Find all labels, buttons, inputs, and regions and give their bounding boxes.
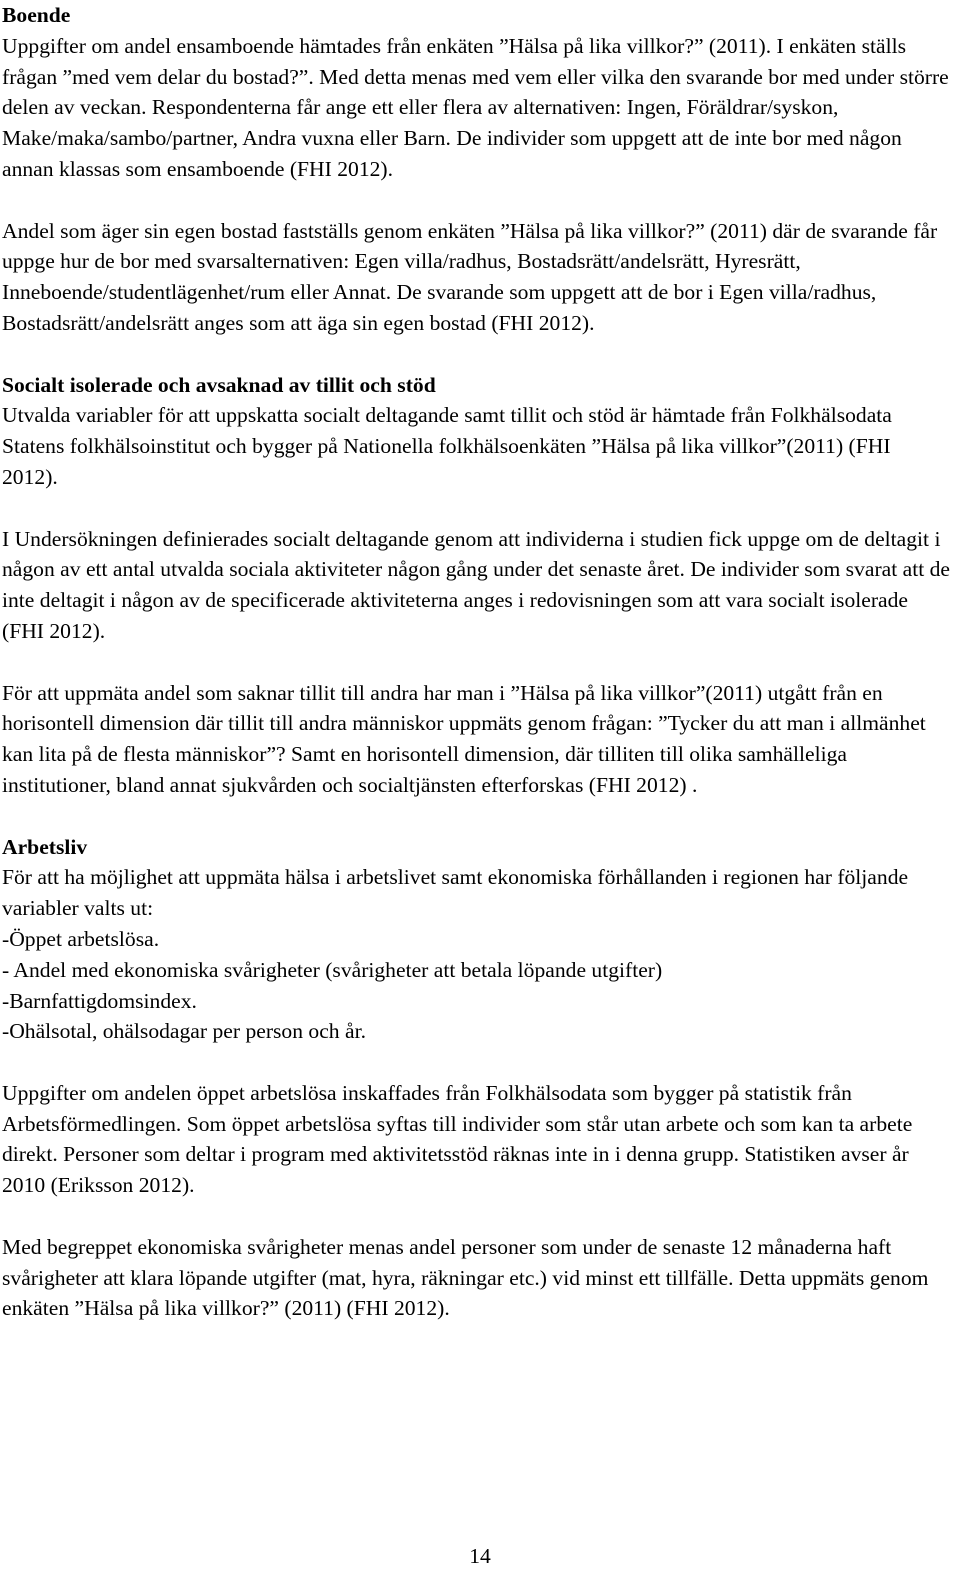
paragraph-gap xyxy=(2,801,950,832)
paragraph-arbetsliv-intro: För att ha möjlighet att uppmäta hälsa i arbetslivet samt ekonomiska förhållanden i regionen har följande variabler valts ut: xyxy=(2,865,909,921)
section-heading-boende: Boende xyxy=(2,3,71,27)
paragraph-gap xyxy=(2,1047,950,1078)
paragraph-utvalda-variabler: Utvalda variabler för att uppskatta socialt deltagande samt tillit och stöd är hämtade från Folkhälsodata Statens folkhälsoinstitut och bygger på Nationella folkhälsoenkäten ”Hälsa på lika villkor”(2011) (FHI 2012). xyxy=(2,403,892,489)
list-item: -Ohälsotal, ohälsodagar per person och år. xyxy=(2,1019,366,1044)
paragraph-gap xyxy=(2,1201,950,1232)
list-item: -Barnfattigdomsindex. xyxy=(2,988,197,1013)
paragraph-gap xyxy=(2,185,950,216)
paragraph-ensamboende: Uppgifter om andel ensamboende hämtades från enkäten ”Hälsa på lika villkor?” (2011). I enkäten ställs frågan ”med vem delar du bostad?”. Med detta menas med vem eller vilka den svarande bor med under större delen av veckan. Respondenterna får ange ett eller flera av alternativen: Ingen, Föräldrar/syskon, Make/maka/sambo/partner, Andra vuxna eller Barn. De individer som uppgett att de inte bor med någon annan klassas som ensamboende (FHI 2012). xyxy=(2,33,949,181)
paragraph-oppet-arbetslosa: Uppgifter om andelen öppet arbetslösa inskaffades från Folkhälsodata som bygger på statistik från Arbetsförmedlingen. Som öppet arbetslösa syftas till individer som står utan arbete och som kan ta arbete direkt. Personer som deltar i program med aktivitetsstöd räknas inte in i denna grupp. Statistiken avser år 2010 (Eriksson 2012). xyxy=(2,1080,913,1198)
paragraph-gap xyxy=(2,339,950,370)
paragraph-gap xyxy=(2,493,950,524)
list-item: -Öppet arbetslösa. xyxy=(2,926,160,951)
list-item: - Andel med ekonomiska svårigheter (svårigheter att betala löpande utgifter) xyxy=(2,957,663,982)
page-body xyxy=(2,0,950,1324)
page-number: 14 xyxy=(469,1544,491,1568)
paragraph-socialt-deltagande: I Undersökningen definierades socialt deltagande genom att individerna i studien fick uppge om de deltagit i någon av ett antal utvalda sociala aktiviteter någon gång under det senaste året. De individer som svarat att de inte deltagit i någon av de specificerade aktiviteterna anges i redovisningen som att vara socialt isolerade (FHI 2012). xyxy=(2,526,950,643)
section-heading-socialt-isolerade: Socialt isolerade och avsaknad av tillit och stöd xyxy=(2,372,436,397)
paragraph-egen-bostad: Andel som äger sin egen bostad fastställs genom enkäten ”Hälsa på lika villkor?” (2011) där de svarande får uppge hur de bor med svarsalternativen: Egen villa/radhus, Bostadsrätt/andelsrätt, Hyresrätt, Inneboende/studentlägenhet/rum eller Annat. De svarande som uppgett att de bor i Egen villa/radhus, Bostadsrätt/andelsrätt anges som att äga sin egen bostad (FHI 2012). xyxy=(2,218,938,335)
section-heading-arbetsliv: Arbetsliv xyxy=(2,834,88,859)
paragraph-ekonomiska-svarigheter: Med begreppet ekonomiska svårigheter menas andel personer som under de senaste 12 månaderna haft svårigheter att klara löpande utgifter (mat, hyra, räkningar etc.) vid minst ett tillfälle. Detta uppmäts genom enkäten ”Hälsa på lika villkor?” (2011) (FHI 2012). xyxy=(2,1234,929,1321)
paragraph-gap xyxy=(2,647,950,678)
paragraph-tillit: För att uppmäta andel som saknar tillit till andra har man i ”Hälsa på lika villkor”(2011) utgått från en horisontell dimension där tillit till andra människor uppmäts genom frågan: ”Tycker du att man i allmänhet kan lita på de flesta människor”? Samt en horisontell dimension, där tilliten till olika samhälleliga institutioner, bland annat sjukvården och socialtjänsten efterforskas (FHI 2012) . xyxy=(2,680,926,797)
